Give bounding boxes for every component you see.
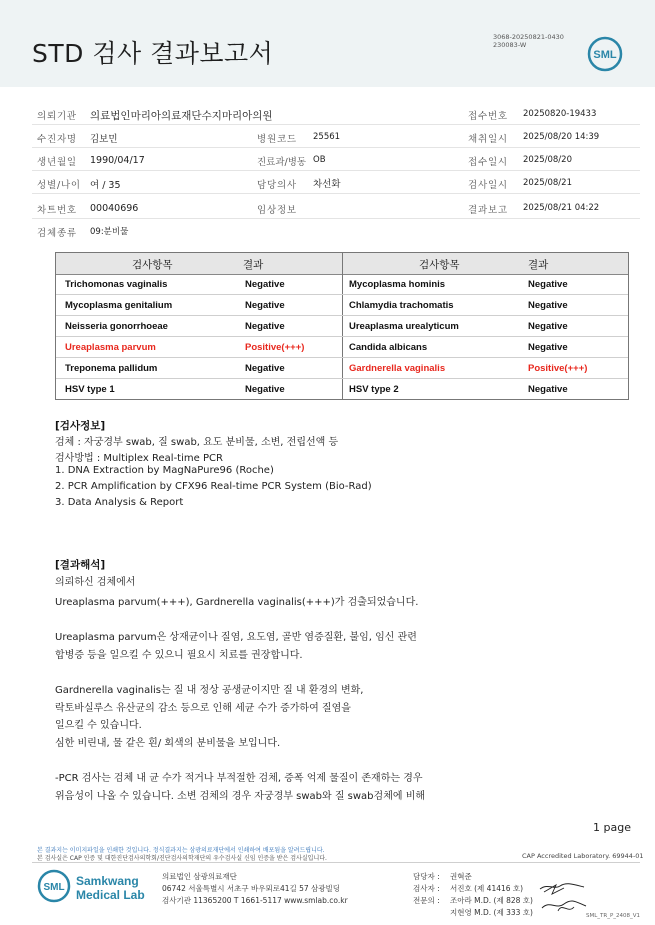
document-id-line1: 3068-20250821-0430 xyxy=(493,33,564,41)
hospital-code-value: 25561 xyxy=(313,132,341,142)
test-info-line: 2. PCR Amplification by CFX96 Real-time PCR System (Bio-Rad) xyxy=(55,481,372,492)
interpretation-line: 위음성이 나올 수 있습니다. 소변 검체의 경우 자궁경부 swab와 질 swab검체에 비해 xyxy=(55,791,426,802)
brand-name-line1: Samkwang xyxy=(76,874,139,888)
interpretation-line: 심한 비린내, 물 같은 흰/ 회색의 분비물을 보입니다. xyxy=(55,738,281,749)
test-item: HSV type 1 xyxy=(65,384,115,395)
page-number: 1 page xyxy=(593,821,631,834)
footer-logo-text: SML xyxy=(43,882,65,893)
dept-label: 진료과/병동 xyxy=(257,157,307,168)
test-item: Treponema pallidum xyxy=(65,363,158,374)
received-value: 2025/08/20 xyxy=(523,155,572,165)
test-item: Trichomonas vaginalis xyxy=(65,279,168,290)
receipt-no-label: 접수번호 xyxy=(468,111,508,122)
sml-footer-logo-icon xyxy=(37,869,71,903)
chart-label: 차트번호 xyxy=(37,205,77,216)
interpretation-line: 일으킬 수 있습니다. xyxy=(55,720,142,731)
interpretation-line: 의뢰하신 검체에서 xyxy=(55,577,136,588)
institution-value: 의료법인마리아의료재단수지마리아의원 xyxy=(90,110,273,122)
col-result-left: 결과 xyxy=(243,259,264,271)
test-result: Negative xyxy=(528,342,568,353)
sex-age-label: 성별/나이 xyxy=(37,180,81,191)
doctor-label: 담당의사 xyxy=(257,180,297,191)
reported-value: 2025/08/21 04:22 xyxy=(523,203,600,213)
birth-label: 생년월일 xyxy=(37,157,77,168)
test-item: Neisseria gonorrhoeae xyxy=(65,321,168,332)
test-info-line: 검체 : 자궁경부 swab, 질 swab, 요도 분비물, 소변, 전립선액 등 xyxy=(55,437,339,448)
collected-value: 2025/08/20 14:39 xyxy=(523,132,600,142)
specialist-label: 전문의 : xyxy=(413,896,440,905)
received-label: 접수일시 xyxy=(468,157,508,168)
doctor-value: 차선화 xyxy=(313,179,341,190)
patient-label: 수진자명 xyxy=(37,134,77,145)
test-item: Gardnerella vaginalis xyxy=(349,363,446,374)
test-result: Negative xyxy=(528,321,568,332)
reported-label: 결과보고 xyxy=(468,205,508,216)
test-result: Negative xyxy=(245,321,285,332)
sml-logo-icon xyxy=(587,36,623,72)
specimen-label: 검체종류 xyxy=(37,228,77,239)
specimen-value: 09:분비물 xyxy=(90,227,129,237)
test-item: Ureaplasma urealyticum xyxy=(349,321,459,332)
hospital-code-label: 병원코드 xyxy=(257,134,297,145)
cap-accreditation: CAP Accredited Laboratory. 69944-01 xyxy=(522,852,644,860)
collected-label: 채취일시 xyxy=(468,134,508,145)
chart-value: 00040696 xyxy=(90,203,139,214)
test-info-heading: [검사정보] xyxy=(55,420,106,432)
test-item: Mycoplasma genitalium xyxy=(65,300,173,311)
test-item: Mycoplasma hominis xyxy=(349,279,446,290)
brand-name-line2: Medical Lab xyxy=(76,888,145,902)
org-name: 의료법인 삼광의료재단 xyxy=(162,872,237,881)
test-info-line: 1. DNA Extraction by MagNaPure96 (Roche) xyxy=(55,465,274,476)
test-result: Negative xyxy=(528,279,568,290)
test-item: Ureaplasma parvum xyxy=(65,342,156,353)
patient-value: 김보민 xyxy=(90,134,118,145)
report-title: STD 검사 결과보고서 xyxy=(32,39,274,68)
clinical-label: 임상정보 xyxy=(257,205,297,216)
interpretation-heading: [결과해석] xyxy=(55,559,106,571)
tester-value: 서진호 (제 41416 호) xyxy=(450,884,524,893)
footer-divider xyxy=(32,862,640,863)
col-result-right: 결과 xyxy=(528,259,549,271)
org-contact: 검사기관 11365200 T 1661-5117 www.smlab.co.kr xyxy=(162,896,348,905)
manager-value: 권혁준 xyxy=(450,872,472,881)
test-result: Negative xyxy=(528,384,568,395)
test-result: Negative xyxy=(245,363,285,374)
signature-icon xyxy=(538,880,588,916)
interpretation-line: Ureaplasma parvum은 상재균이나 질염, 요도염, 골반 염증질환, 불임, 임신 관련 xyxy=(55,632,417,643)
tested-value: 2025/08/21 xyxy=(523,178,572,188)
specialist1-value: 조아라 M.D. (제 828 호) xyxy=(450,896,533,905)
institution-label: 의뢰기관 xyxy=(37,111,77,122)
document-id-line2: 230083-W xyxy=(493,41,527,49)
test-result: Negative xyxy=(245,300,285,311)
col-item-left: 검사항목 xyxy=(132,259,173,271)
interpretation-line: Gardnerella vaginalis는 질 내 정상 공생균이지만 질 내 환경의 변화, xyxy=(55,685,364,696)
tested-label: 검사일시 xyxy=(468,180,508,191)
interpretation-line: 락토바실루스 유산균의 감소 등으로 인해 세균 수가 증가하여 질염을 xyxy=(55,703,351,714)
birth-value: 1990/04/17 xyxy=(90,155,145,166)
test-item: HSV type 2 xyxy=(349,384,399,395)
specialist2-value: 지현영 M.D. (제 333 호) xyxy=(450,908,533,917)
test-result: Negative xyxy=(245,279,285,290)
interpretation-line: 합병증 등을 일으킬 수 있으니 필요시 치료를 권장합니다. xyxy=(55,650,303,661)
interpretation-line: Ureaplasma parvum(+++), Gardnerella vaginalis(+++)가 검출되었습니다. xyxy=(55,597,419,608)
logo-text: SML xyxy=(593,49,617,61)
manager-label: 담당자 : xyxy=(413,872,440,881)
test-result: Positive(+++) xyxy=(245,342,305,353)
sex-age-value: 여 / 35 xyxy=(90,180,121,191)
document-id xyxy=(493,33,564,49)
test-item: Chlamydia trachomatis xyxy=(349,300,454,311)
interpretation-line: -PCR 검사는 검체 내 균 수가 적거나 부적절한 검체, 증폭 억제 물질이 존재하는 경우 xyxy=(55,773,423,784)
test-result: Negative xyxy=(528,300,568,311)
tester-label: 검사자 : xyxy=(413,884,440,893)
form-code: SML_TR_P_2408_V1 xyxy=(586,913,641,919)
receipt-no-value: 20250820-19433 xyxy=(523,109,597,119)
test-item: Candida albicans xyxy=(349,342,428,353)
certification-note: 본 검사실은 CAP 인증 및 대한진단검사의학회/진단검사의학재단의 우수검사실 신임 인증을 받은 검사실입니다. xyxy=(37,855,327,862)
test-result: Negative xyxy=(245,384,285,395)
col-item-right: 검사항목 xyxy=(419,259,460,271)
test-info-line: 검사방법 : Multiplex Real-time PCR xyxy=(55,453,223,464)
test-info-line: 3. Data Analysis & Report xyxy=(55,497,184,508)
dept-value: OB xyxy=(313,155,326,165)
print-warning: 본 결과지는 이미지파일을 인쇄한 것입니다. 정식결과지는 삼광의료재단에서 인쇄하여 배포됨을 알려드립니다. xyxy=(37,847,325,854)
org-address: 06742 서울특별시 서초구 바우뫼로41길 57 삼광빌딩 xyxy=(162,884,341,893)
test-result: Positive(+++) xyxy=(528,363,588,374)
